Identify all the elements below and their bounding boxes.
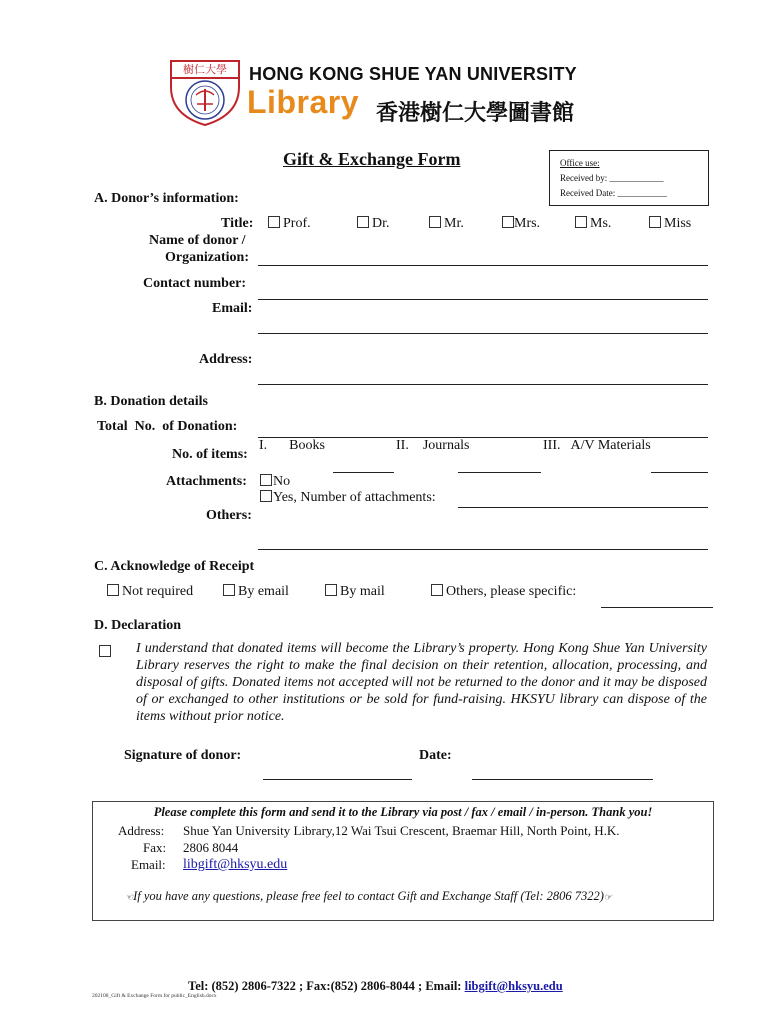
title-option-miss[interactable]: Miss [649, 216, 691, 232]
email-row-label: Email: [131, 857, 166, 872]
submission-info-box [92, 801, 714, 921]
books-count-line[interactable] [333, 472, 394, 473]
signature-input-line[interactable] [263, 779, 412, 780]
attachment-no-option[interactable]: No [260, 474, 290, 490]
address-row-label: Address: [118, 823, 165, 838]
contact-note: ☜If you have any questions, please free feel to contact Gift and Exchange Staff (Tel: 2806 7322)☞ [125, 889, 612, 903]
av-count-line[interactable] [651, 472, 708, 473]
item-type-av: III. A/V Materials [543, 438, 651, 453]
contact-label: Contact number: [143, 276, 247, 291]
office-use-received-by: Received by: ____________ [560, 173, 664, 183]
footer-contact: Tel: (852) 2806-7322 ; Fax:(852) 2806-8044 ; Email: libgift@hksyu.edu [188, 979, 563, 993]
university-logo [165, 57, 245, 127]
title-option-mrs[interactable]: Mrs. [502, 216, 540, 232]
ack-by-email[interactable]: By email [223, 584, 289, 600]
footer-email-link[interactable]: libgift@hksyu.edu [464, 979, 563, 993]
checkbox[interactable] [575, 216, 587, 228]
attachment-count-line[interactable] [458, 507, 708, 508]
library-email-link[interactable]: libgift@hksyu.edu [183, 857, 288, 872]
ack-others[interactable]: Others, please specific: [431, 584, 576, 600]
signature-label: Signature of donor: [124, 748, 242, 763]
attachments-label: Attachments: [166, 474, 247, 489]
library-chinese-title: 香港樹仁大學圖書館 [376, 101, 575, 126]
items-label: No. of items: [172, 447, 248, 462]
name-input-line[interactable] [258, 265, 708, 266]
library-address: Shue Yan University Library,12 Wai Tsui Crescent, Braemar Hill, North Point, H.K. [183, 823, 620, 838]
declaration-checkbox[interactable] [99, 643, 114, 661]
title-option-ms[interactable]: Ms. [575, 216, 611, 232]
item-type-books: I. Books [259, 438, 325, 453]
library-title: Library [247, 84, 359, 120]
title-option-dr[interactable]: Dr. [357, 216, 390, 232]
checkbox[interactable] [99, 645, 111, 657]
checkbox[interactable] [357, 216, 369, 228]
checkbox[interactable] [502, 216, 514, 228]
submission-instruction: Please complete this form and send it to the Library via post / fax / email / in-person. Thank you! [153, 805, 653, 819]
title-label: Title: [221, 216, 254, 231]
checkbox[interactable] [429, 216, 441, 228]
others-input-line[interactable] [258, 549, 708, 550]
email-input-line[interactable] [258, 333, 708, 334]
checkbox[interactable] [268, 216, 280, 228]
checkbox[interactable] [223, 584, 235, 596]
ack-by-mail[interactable]: By mail [325, 584, 385, 600]
section-a-heading: A. Donor’s information: [94, 191, 239, 206]
title-option-mr[interactable]: Mr. [429, 216, 464, 232]
footer-filename: 202108_Gift & Exchange Form for public_English.docx [92, 993, 217, 999]
item-type-journals: II. Journals [396, 438, 470, 453]
left-pointer-icon: ☜ [125, 892, 134, 902]
checkbox[interactable] [260, 474, 272, 486]
checkbox[interactable] [325, 584, 337, 596]
section-d-heading: D. Declaration [94, 618, 182, 633]
checkbox[interactable] [260, 490, 272, 502]
office-use-received-date: Received Date: ___________ [560, 188, 667, 198]
attachment-yes-option[interactable]: Yes, Number of attachments: [260, 490, 436, 506]
logo-chinese-text: 樹仁大學 [183, 63, 227, 76]
contact-input-line[interactable] [258, 299, 708, 300]
date-label: Date: [419, 748, 452, 763]
address-input-line[interactable] [258, 384, 708, 385]
declaration-text: I understand that donated items will become the Library’s property. Hong Kong Shue Yan University Library reserves the right to make the final decision on their retention, allocation, processing, and disposal of gifts. Donated items not accepted will not be returned to the donor and it may be disposed of or exchanged to other institutions or be sold for fund-raising. HKSYU library can dispose of the items without prior notice. [136, 641, 707, 724]
checkbox[interactable] [431, 584, 443, 596]
total-donation-label: Total No. of Donation: [97, 419, 238, 434]
university-name: HONG KONG SHUE YAN UNIVERSITY [249, 64, 577, 84]
form-title: Gift & Exchange Form [283, 149, 461, 169]
office-use-box [549, 150, 709, 206]
journals-count-line[interactable] [458, 472, 541, 473]
library-fax: 2806 8044 [183, 840, 239, 855]
office-use-title: Office use: [560, 158, 600, 168]
others-label: Others: [206, 508, 252, 523]
name-label-line2: Organization: [165, 250, 249, 265]
email-label: Email: [212, 301, 253, 316]
title-option-prof[interactable]: Prof. [268, 216, 311, 232]
right-pointer-icon: ☞ [603, 892, 612, 902]
date-input-line[interactable] [472, 779, 653, 780]
ack-others-input-line[interactable] [601, 607, 713, 608]
section-c-heading: C. Acknowledge of Receipt [94, 559, 255, 574]
name-label-line1: Name of donor / [149, 233, 246, 248]
checkbox[interactable] [649, 216, 661, 228]
checkbox[interactable] [107, 584, 119, 596]
ack-not-required[interactable]: Not required [107, 584, 193, 600]
address-label: Address: [199, 352, 253, 367]
section-b-heading: B. Donation details [94, 394, 208, 409]
fax-row-label: Fax: [143, 840, 167, 855]
